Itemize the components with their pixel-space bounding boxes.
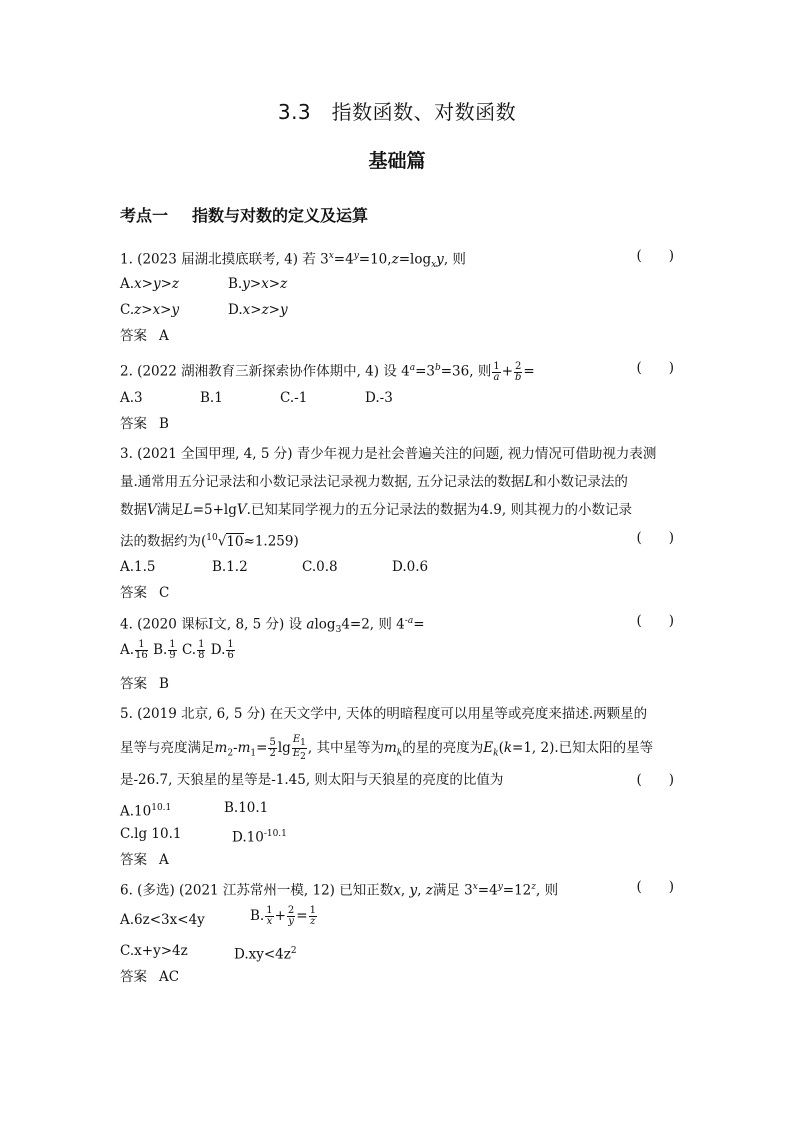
q6-option-d: $D.xy<4z^2$ [234, 946, 297, 963]
q4-answer-paren: ( ) [636, 613, 674, 629]
q5-stem-line-1: 5. (2019 北京, 6, 5 分) 在天文学中, 天体的明暗程度可以用星等或亮度来描述.两颗星的 [120, 706, 648, 722]
q5-answer: 答案 A [120, 852, 169, 868]
q1-option-b: B.y>x>z [228, 276, 288, 292]
section-label: 考点一 [120, 206, 169, 225]
q5-stem-line-3: 是-26.7, 天狼星的星等是-1.45, 则太阳与天狼星的亮度的比值为 [120, 772, 504, 788]
q2-answer-paren: ( ) [636, 360, 674, 376]
page-subtitle: 基础篇 [368, 150, 426, 172]
q5-option-c: C.lg 10.1 [120, 826, 182, 842]
q5-option-a: $A.10^{10.1}$ [120, 803, 172, 820]
q3-option-b: B.1.2 [212, 559, 248, 575]
q1-option-a: A.x>y>z [120, 276, 180, 292]
q4-answer: 答案 B [120, 676, 169, 692]
q5-option-b: B.10.1 [224, 800, 269, 816]
q2-option-a: A.3 [120, 390, 143, 406]
q1-option-c: C.z>x>y [120, 302, 180, 318]
q3-stem-line-2: 量.通常用五分记录法和小数记录法记录视力数据, 五分记录法的数据L和小数记录法的 [120, 474, 628, 490]
q1-answer-paren: ( ) [636, 248, 674, 264]
q6-answer-paren: ( ) [636, 879, 674, 895]
q3-option-c: C.0.8 [302, 559, 338, 575]
section-heading [120, 203, 368, 226]
q6-answer: 答案 AC [120, 969, 180, 985]
q3-stem-line-4: 法的数据约为($^{10}$√10≈1.259) [120, 533, 299, 550]
q5-answer-paren: ( ) [636, 772, 674, 788]
q2-option-c: C.-1 [280, 390, 308, 406]
q4-options: A. $\frac{1}{16}$ B. $\frac{1}{9}$ C. $\frac{1}{8}$ D. $\frac{1}{6}$ [120, 639, 234, 661]
q2-stem: 2. (2022 湖湘教育三新探索协作体期中, 4) 设 $4^a=3^b=36$, 则 $\frac{1}{a}$ + $\frac{2}{b}$ = [120, 360, 535, 383]
q3-option-d: D.0.6 [392, 559, 429, 575]
q3-option-a: A.1.5 [120, 559, 156, 575]
q2-option-b: B.1 [200, 390, 223, 406]
q1-option-d: D.x>z>y [228, 302, 288, 318]
page-title: 3.3 指数函数、对数函数 [277, 100, 517, 124]
q3-answer: 答案 C [120, 585, 170, 601]
q3-stem-line-3: 数据V满足L=5+lgV.已知某同学视力的五分记录法的数据为4.9, 则其视力的小数记录 [120, 502, 632, 518]
q2-answer: 答案 B [120, 416, 169, 432]
q4-stem: 4. (2020 课标Ⅰ文, 8, 5 分) 设 alog$_3$4=2, 则 $4^{-a}=$ [120, 616, 425, 636]
q1-stem: 1. (2023 届湖北摸底联考, 4) 若 $3^x=4^y=10,z=\log_xy$, 则 [120, 251, 466, 271]
q5-stem-line-2: 星等与亮度满足$m_2-m_1=$ $\frac{5}{2}$ lg $\frac{E_1}{E_2}$ , 其中星等为$m_k$的星的亮度为$E_k(k=1$, 2).已知太阳的星等 [120, 734, 654, 762]
q2-option-d: D.-3 [365, 390, 393, 406]
q3-answer-paren: ( ) [636, 530, 674, 546]
q6-option-a: A.6z<3x<4y [120, 912, 205, 928]
q6-stem: 6. (多选) (2021 江苏常州一模, 12) 已知正数x, y, z满足 $3^x=4^y=12^z$, 则 [120, 882, 559, 899]
q1-answer: 答案 A [120, 328, 169, 344]
q6-option-c: C.x+y>4z [120, 943, 188, 959]
section-name: 指数与对数的定义及运算 [192, 206, 369, 225]
q5-option-d: $D.10^{-10.1}$ [232, 829, 287, 846]
q3-stem-line-1: 3. (2021 全国甲理, 4, 5 分) 青少年视力是社会普遍关注的问题, 视力情况可借助视力表测 [120, 446, 657, 462]
q6-option-b: B. $\frac{1}{x}$ + $\frac{2}{y}$ = $\frac{1}{z}$ [250, 905, 316, 927]
